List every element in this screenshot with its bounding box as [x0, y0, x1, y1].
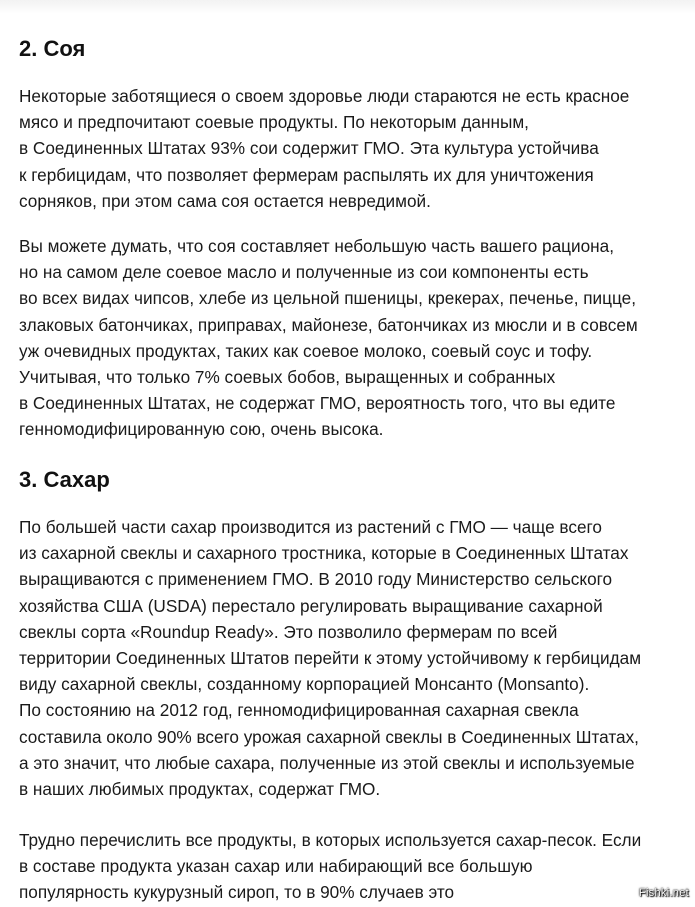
text-line: Учитывая, что только 7% соевых бобов, выращенных и собранных: [19, 367, 556, 388]
text-line: По большей части сахар производится из растений с ГМО — чаще всего: [19, 517, 602, 537]
text-line: в наших любимых продуктах, содержат ГМО.: [19, 779, 381, 800]
text-line: Трудно перечислить все продукты, в которых используется сахар-песок. Если: [19, 830, 642, 850]
watermark: Fishki.net: [638, 887, 689, 899]
top-edge-shade: [0, 0, 695, 14]
paragraph-soy-1: [19, 83, 689, 214]
text-line: во всех видах чипсов, хлебе из цельной пшеницы, крекерах, печенье, пицце,: [19, 288, 636, 309]
text-line: из сахарной свеклы и сахарного тростника, которые в Соединенных Штатах: [19, 543, 629, 564]
heading-sugar: 3. Сахар: [19, 467, 110, 492]
text-line: к гербицидам, что позволяет фермерам распылять их для уничтожения: [19, 164, 594, 185]
paragraph-sugar-2: [19, 827, 689, 906]
text-line: выращиваются с применением ГМО. В 2010 году Министерство сельского: [19, 569, 613, 590]
text-line: в составе продукта указан сахар или набирающий все большую: [19, 856, 533, 877]
text-line: Некоторые заботящиеся о своем здоровье люди стараются не есть красное: [19, 86, 630, 106]
text-line: Вы можете думать, что соя составляет небольшую часть вашего рациона,: [19, 236, 614, 256]
text-line: хозяйства США (USDA) перестало регулировать выращивание сахарной: [19, 595, 603, 616]
text-line: сорняков, при этом сама соя остается невредимой.: [19, 190, 431, 211]
text-line: в Соединенных Штатах, не содержат ГМО, вероятность того, что вы едите: [19, 393, 616, 414]
text-line: популярность кукурузный сироп, то в 90% случаев это: [19, 882, 455, 903]
text-line: злаковых батончиках, приправах, майонезе, батончиках из мюсли и в совсем: [19, 314, 638, 335]
text-line: виду сахарной свеклы, созданному корпорацией Монсанто (Monsanto).: [19, 674, 590, 695]
text-line: генномодифицированную сою, очень высока.: [19, 419, 384, 440]
text-line: По состоянию на 2012 год, генномодифицированная сахарная свекла: [19, 700, 579, 721]
paragraph-soy-2: [19, 233, 689, 443]
text-line: но на самом деле соевое масло и полученные из сои компоненты есть: [19, 262, 589, 283]
text-line: а это значит, что любые сахара, полученные из этой свеклы и используемые: [19, 752, 635, 773]
text-line: территории Соединенных Штатов перейти к этому устойчивому к гербицидам: [19, 648, 642, 669]
text-line: мясо и предпочитают соевые продукты. По некоторым данным,: [19, 112, 529, 133]
text-line: уж очевидных продуктах, таких как соевое молоко, соевый соус и тофу.: [19, 340, 593, 361]
paragraph-sugar-1: [19, 514, 689, 802]
text-line: составила около 90% всего урожая сахарной свеклы в Соединенных Штатах,: [19, 726, 639, 747]
text-line: свеклы сорта «Roundup Ready». Это позволило фермерам по всей: [19, 621, 558, 642]
heading-soy: 2. Соя: [19, 36, 86, 61]
text-line: в Соединенных Штатах 93% сои содержит ГМО. Эта культура устойчива: [19, 138, 599, 159]
